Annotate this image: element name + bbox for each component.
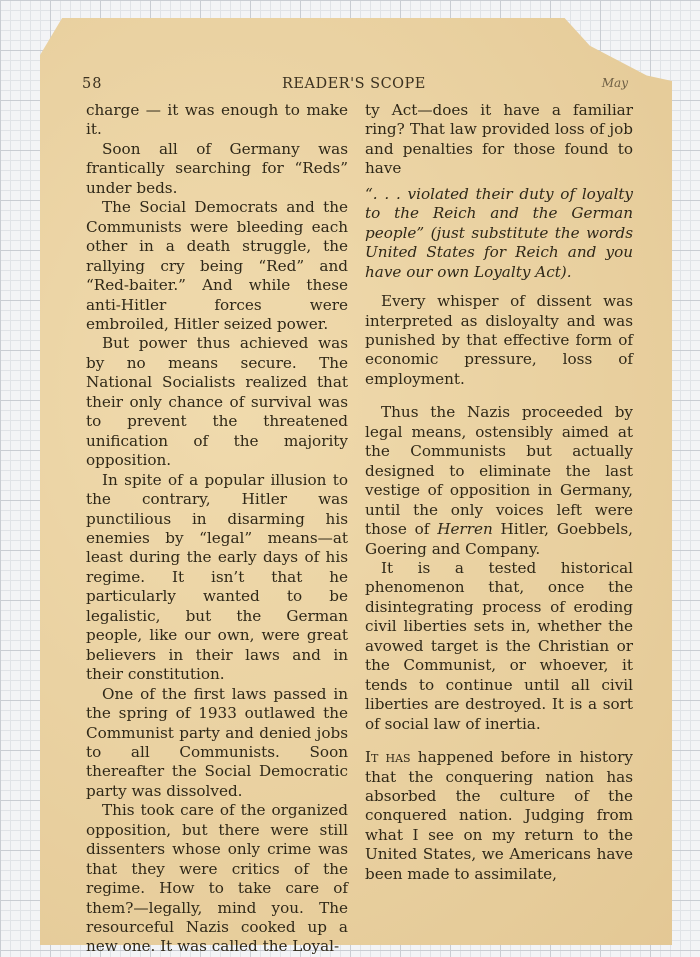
italic-word: Herren (437, 520, 493, 539)
block-quote: “. . . violated their duty of loyalty to the Reich and the German people” (just substitute the words United States for Reich and you have our own Loyalty Act). (365, 184, 633, 281)
paragraph: It is a tested historical phenomenon that, once the disintegrating process of eroding civil liberties sets in, whether the avowed target is the Christian or the Communist, or whoever, it tends to continue until all civil liberties are destroyed. It is a sort of social law of inertia. (365, 558, 633, 733)
paragraph (365, 748, 633, 884)
paragraph: charge — it was enough to make it. (86, 101, 348, 139)
small-caps-lead: It has (365, 748, 411, 767)
issue-month: May (601, 76, 628, 90)
page-number: 58 (82, 76, 103, 92)
paragraph: But power thus achieved was by no means secure. The National Socialists realized that their only chance of survival was to prevent the threatened unification of the majority opposition. (86, 334, 348, 470)
paragraph: In spite of a popular illusion to the contrary, Hitler was punctilious in disarming his enemies by “legal” means—at least during the early days of his regime. It isn’t that he particularly wanted to be legalistic, but the German people, like our own, were great believers in their laws and in their constitution. (86, 470, 348, 684)
text-run: happened before in history that the conquering nation has absorbed the culture of the conquered nation. Judging from what I see on my return to the United States, we Americans have been made to assimilate, (365, 748, 633, 883)
paragraph: This took care of the organized opposition, but there were still dissenters whose only crime was that they were critics of the regime. How to take care of them?—legally, mind you. The resourceful Nazis cooked up a new one. It was called the Loyal- (86, 801, 348, 956)
paragraph: Every whisper of dissent was interpreted as disloyalty and was punished by that effective form of economic pressure, loss of employment. (365, 292, 633, 388)
paragraph: Soon all of Germany was frantically searching for “Reds” under beds. (86, 139, 348, 197)
right-column (365, 101, 633, 884)
text-run: Hitler, Goebbels, Goering and Company. (365, 520, 633, 558)
page-header (82, 76, 638, 98)
left-column (86, 101, 348, 957)
paragraph: One of the first laws passed in the spring of 1933 outlawed the Communist party and denied jobs to all Communists. Soon thereafter the Social Democratic party was dissolved. (86, 684, 348, 800)
paragraph: The Social Democrats and the Communists were bleeding each other in a death struggle, the rallying cry being “Red” and “Red-baiter.” And while these anti-Hitler forces were embroiled, Hitler seized power. (86, 198, 348, 333)
paragraph: ty Act—does it have a familiar ring? That law provided loss of job and penalties for those found to have (365, 101, 633, 178)
publication-title: READER'S SCOPE (282, 76, 426, 92)
paragraph (365, 403, 633, 559)
text-run: Thus the Nazis proceeded by legal means, ostensibly aimed at the Communists but actually designed to eliminate the last vestige of opposition in Germany, until the only voices left were those of (365, 403, 633, 539)
